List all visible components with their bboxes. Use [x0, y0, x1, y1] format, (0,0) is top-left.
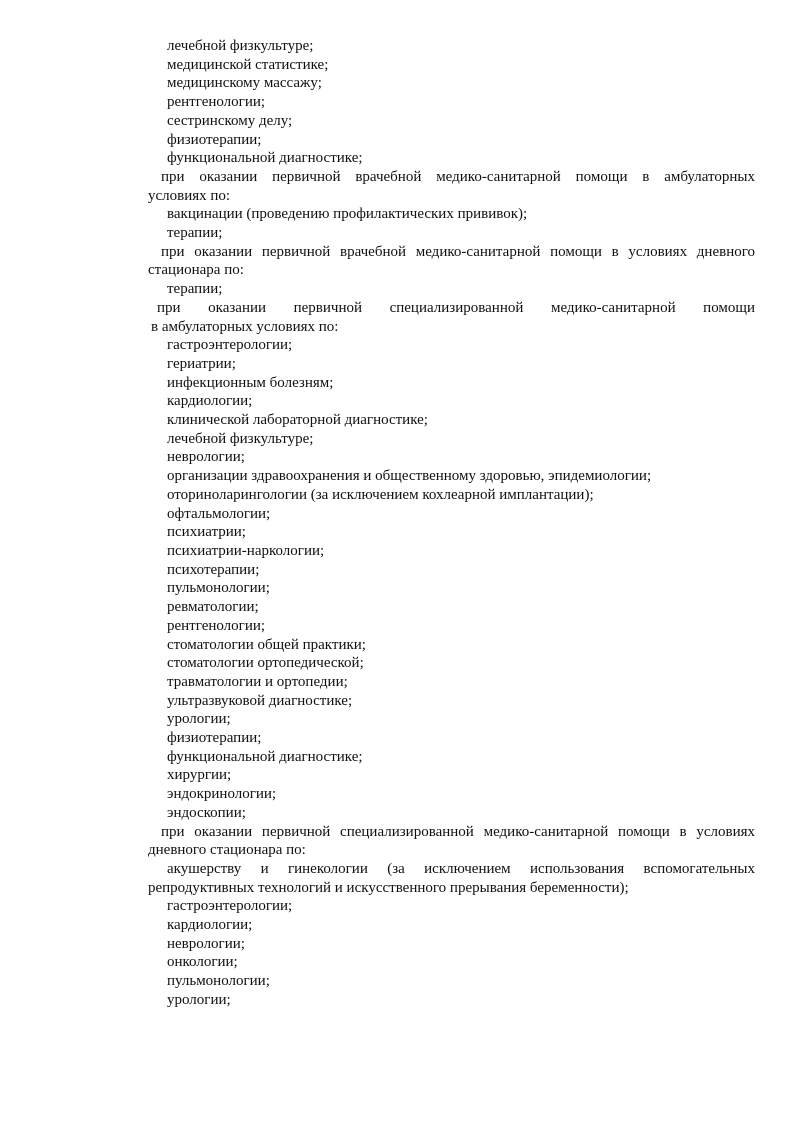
list-item: гериатрии; — [167, 355, 236, 372]
list-item: кардиологии; — [167, 393, 253, 410]
list-item: терапии; — [167, 225, 223, 242]
list-item: офтальмологии; — [167, 505, 271, 522]
list-item: рентгенологии; — [167, 617, 266, 634]
list-item: травматологии и ортопедии; — [167, 673, 348, 690]
list-item: стоматологии общей практики; — [167, 636, 366, 653]
list-item: психиатрии; — [167, 524, 246, 541]
list-item: неврологии; — [167, 449, 245, 466]
list-item: физиотерапии; — [167, 730, 262, 747]
list-item: организации здравоохранения и общественному здоровью, эпидемиологии; — [167, 468, 652, 485]
list-item: гастроэнтерологии; — [167, 898, 293, 915]
list-item: гастроэнтерологии; — [167, 337, 293, 354]
section-heading-line: при оказании первичной специализированной медико-санитарной помощи — [157, 299, 755, 316]
list-item: эндоскопии; — [167, 804, 246, 821]
section-heading-line: при оказании первичной врачебной медико-санитарной помощи в амбулаторных — [161, 168, 755, 185]
list-item: кардиологии; — [167, 917, 253, 934]
list-item: ультразвуковой диагностике; — [167, 692, 353, 709]
list-item: акушерству и гинекологии (за исключением использования вспомогательных — [167, 860, 755, 877]
section-heading-line: условиях по: — [148, 187, 231, 204]
list-item: медицинскому массажу; — [167, 75, 322, 92]
list-item: урологии; — [167, 711, 231, 728]
list-item: физиотерапии; — [167, 131, 262, 148]
section-heading-line: дневного стационара по: — [148, 842, 306, 859]
list-item: лечебной физкультуре; — [167, 430, 314, 447]
list-item: стоматологии ортопедической; — [167, 655, 364, 672]
list-item-continuation: репродуктивных технологий и искусственного прерывания беременности); — [148, 879, 629, 896]
section-heading-line: в амбулаторных условиях по: — [151, 318, 339, 335]
list-item: ревматологии; — [167, 599, 259, 616]
list-item: урологии; — [167, 991, 231, 1008]
list-item: сестринскому делу; — [167, 112, 293, 129]
list-item: оториноларингологии (за исключением кохлеарной имплантации); — [167, 486, 594, 503]
section-heading-line: при оказании первичной специализированной медико-санитарной помощи в условиях — [161, 823, 755, 840]
list-item: медицинской статистике; — [167, 56, 329, 73]
section-heading-line: стационара по: — [148, 262, 244, 279]
list-item: лечебной физкультуре; — [167, 38, 314, 54]
section-heading-line: при оказании первичной врачебной медико-санитарной помощи в условиях дневного — [161, 243, 755, 260]
list-item: психотерапии; — [167, 561, 260, 578]
list-item: психиатрии-наркологии; — [167, 542, 325, 559]
document-page — [148, 37, 755, 1010]
list-item: эндокринологии; — [167, 786, 277, 803]
list-item: инфекционным болезням; — [167, 374, 334, 391]
list-item: пульмонологии; — [167, 580, 270, 597]
list-item: терапии; — [167, 281, 223, 298]
list-item: хирургии; — [167, 767, 232, 784]
list-item: онкологии; — [167, 954, 238, 971]
list-item: вакцинации (проведению профилактических прививок); — [167, 206, 528, 223]
list-item: клинической лабораторной диагностике; — [167, 412, 428, 429]
list-item: пульмонологии; — [167, 973, 270, 990]
list-item: функциональной диагностике; — [167, 150, 363, 167]
list-item: функциональной диагностике; — [167, 748, 363, 765]
list-item: неврологии; — [167, 935, 245, 952]
list-item: рентгенологии; — [167, 94, 266, 111]
